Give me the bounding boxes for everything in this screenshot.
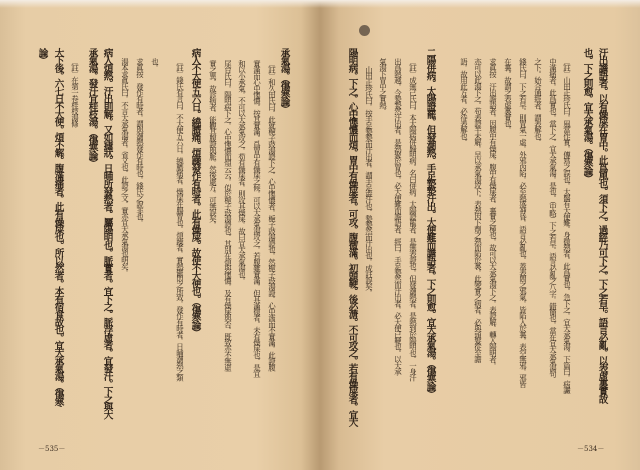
annotation-column: 尾台氏曰。陽明病下之。心中懊憹而煩云云。似於梔子豉湯證也。其別在煩與懊憹。及有燥屎與否。既致亦不無虛 bbox=[223, 60, 233, 370]
text-column: 二陽併病。太陽證罷。但發潮熱。手足漐漐汗出。大便難而譫語者。下之則愈。宜大承氣湯。（傷寒論） bbox=[424, 48, 436, 398]
page-number: －535－ bbox=[38, 445, 66, 453]
annotation-column: 山田正珍氏曰。按手足漐漐而汗出者。謂手足澁汗也。漐漐然而汗出也。成註誤矣。 bbox=[364, 66, 374, 296]
annotation-column: 湯本求眞氏曰。不言大承氣湯者。省文也。此證之文。實亦宜大承氣湯也明矣。 bbox=[120, 58, 130, 275]
annotation-column: 〔註〕在第一卷桂枝湯條 bbox=[70, 58, 80, 127]
annotation-column: 〔註〕錢氏有言曰。不大便五六日。繞臍痛者。燥屎在腸胃也。煩躁者。實熱鬱悶之所致。發作有時者。日晡潮熱之類 bbox=[175, 58, 185, 381]
annotation-column: 和以小承氣。不可以大承氣攻之。苟有燥屎者。則攻其燥屎。故曰宜大承氣湯也。 bbox=[237, 60, 247, 284]
annotation-column: 氣湯下胃中之實熱。 bbox=[378, 58, 388, 114]
annotation-column: 實滿而心中懊憹。按其實滿。爲胃中有燥屎之候。可以大承氣湯攻之。若腹雖實滿。但其滿微者。未有燥屎也。是宜 bbox=[252, 60, 262, 377]
paper-edge bbox=[0, 0, 640, 8]
binding-hole bbox=[359, 25, 370, 36]
page-number: －534－ bbox=[577, 445, 605, 453]
text-column: 承氣湯。（傷寒論） bbox=[278, 48, 290, 113]
annotation-column: 中滿痛者。此爲實也。當下之。宜大承氣湯。是也。（中略）下之若早。語言必亂之八字。錯簡也。當在宜大承氣湯句 bbox=[548, 58, 558, 377]
annotation-column: 出爲熱越。今漐漐然汗出者。是熱聚於胃也。必大便難而譫語者。經曰。手足漐然而汗出者。必大便已鞕也。以大承 bbox=[393, 58, 403, 375]
annotation-column: 之下。始合通經者。謂表解也。 bbox=[533, 58, 543, 145]
text-column: 論） bbox=[36, 48, 48, 64]
annotation-column: 實之異。故診病者。能觀其腹證與脈。然後處方。可無誤矣。 bbox=[208, 60, 218, 228]
text-column: 陽明病。下之。心中懊憹而煩。胃中有燥屎者。可攻。腹微滿。初頭鞕。後必溏。不可攻之。若有燥屎者。宜大 bbox=[346, 48, 358, 426]
text-column: 汗出譫語者。以有燥屎在胃中。此爲風也。須下之。過經乃可下之。下之若早。語言必亂。以表虛裏實故 bbox=[596, 48, 608, 403]
text-column: 病人煩熱。汗出則解。又如瘧狀。日晡所發熱者。屬陽明也。脈實者。宜下之。脈浮虛者。宜發汗。下之與大 bbox=[101, 48, 113, 418]
annotation-column: 亦可以此湯下之。苟表證半未解。早以承氣湯攻下。表熱因下劑之熱而陷於裏。此變實之病者。必與頭髮從至譫 bbox=[473, 58, 483, 362]
annotation-column: 〔註〕成無己氏曰。本太陽病併歸明病。名曰併病。太陽證罷者。是無表證也。但發潮熱者。是熱到於陽明也。一身汗 bbox=[408, 58, 418, 381]
text-column: 承氣湯。發汗宜桂枝湯。（傷寒論） bbox=[86, 48, 98, 167]
annotation-column: 求眞按 發作有時者。謂與潮熱發作有時也。錢氏之說非也。 bbox=[135, 58, 145, 226]
annotation-column: 錢氏曰。下之若早。則胃氣一虛。外邪內陷。必至熱盛神昏。語言必亂也。蓋表間之邪氣。皆陷入於裏。表空無邪。邪皆 bbox=[518, 58, 528, 387]
annotation-column: 語。故用此方者。必待表解也。 bbox=[459, 58, 469, 145]
annotation-column: 求眞按 汗出譫語者。因腹中有燥屎。腹中有燥屎者。裏實之極也。故可以大承氣湯下之。表證解。轉入陽明者。 bbox=[488, 58, 498, 368]
text-column: 病人不大便五六日。繞臍痛。煩躁發作有時者。此有燥屎。故使不大便也。（傷寒論） bbox=[189, 48, 201, 336]
annotation-column: 〔註〕和久田氏曰。此就梔子豉湯證下之。心中懊憹者。梔子豉湯證也。然梔子豉湯證。心中濡而不實滿。此證腹 bbox=[267, 60, 277, 370]
annotation-column: 也。 bbox=[150, 58, 160, 71]
text-column: 大下後。六七日不大便。煩不解。腹滿痛者。此有燥屎也。所以然者。本有宿食故也。宜大承氣湯。（傷寒 bbox=[52, 48, 64, 406]
annotation-column: 在裏。故謂之表虛裏實也。 bbox=[503, 58, 513, 133]
annotation-column: 〔註〕山田正珍氏曰。風當作實。傳寫之誤也。太醫有大便難。身微熱者。此爲實也。急下之。宜大承氣湯。下篇曰。病讝 bbox=[562, 58, 572, 393]
text-column: 也。下之則愈。宜大承氣湯。（傷寒論） bbox=[581, 48, 593, 182]
